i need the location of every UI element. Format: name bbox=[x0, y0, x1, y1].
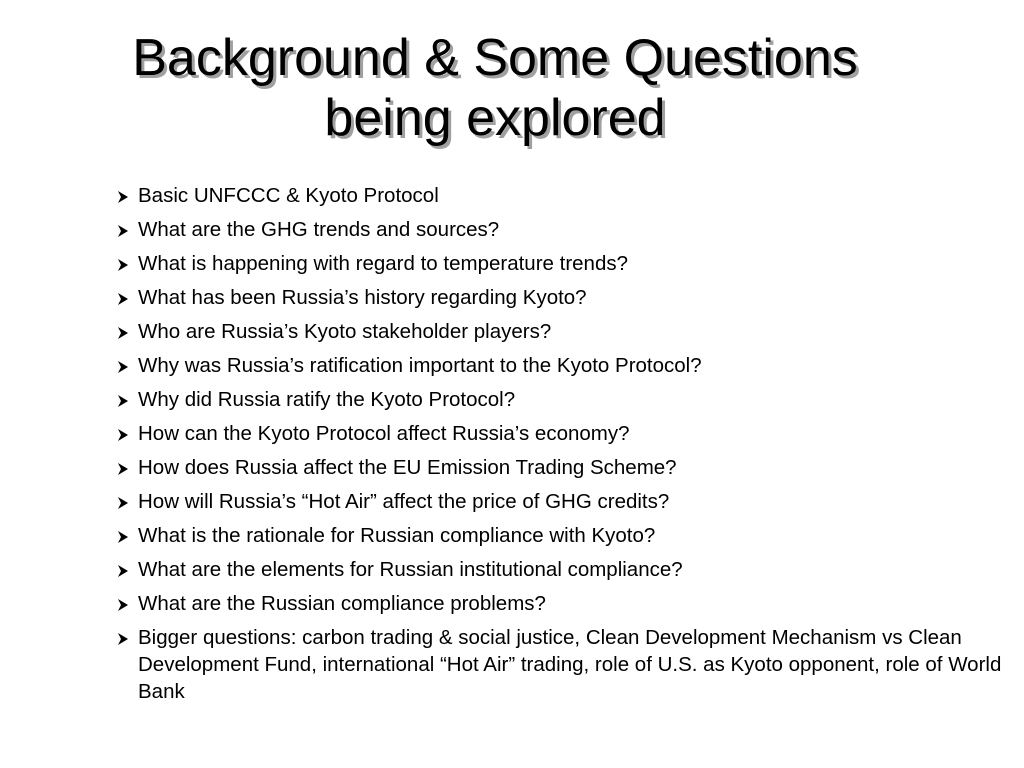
bullet-text: What is the rationale for Russian compliance with Kyoto? bbox=[138, 524, 656, 547]
arrowhead-bullet-icon bbox=[116, 258, 130, 272]
bullet-text: What is happening with regard to temperature trends? bbox=[138, 252, 628, 275]
arrowhead-bullet-icon bbox=[116, 496, 130, 510]
bullet-item bbox=[116, 488, 1016, 516]
bullet-text: How will Russia’s “Hot Air” affect the price of GHG credits? bbox=[138, 490, 670, 513]
bullet-item bbox=[116, 318, 1016, 346]
arrowhead-bullet-icon bbox=[116, 462, 130, 476]
arrowhead-bullet-icon bbox=[116, 632, 130, 646]
bullet-item bbox=[116, 216, 1016, 244]
bullet-text: How can the Kyoto Protocol affect Russia’s economy? bbox=[138, 422, 630, 445]
bullet-item bbox=[116, 386, 1016, 414]
bullet-text: Why did Russia ratify the Kyoto Protocol? bbox=[138, 388, 516, 411]
bullet-item bbox=[116, 182, 1016, 210]
bullet-text: Why was Russia’s ratification important to the Kyoto Protocol? bbox=[138, 354, 702, 377]
bullet-text: What are the elements for Russian institutional compliance? bbox=[138, 558, 683, 581]
bullet-text: Basic UNFCCC & Kyoto Protocol bbox=[138, 184, 439, 207]
bullet-item bbox=[116, 420, 1016, 448]
slide-title-line-2: being explored bbox=[324, 89, 666, 147]
bullet-item bbox=[116, 522, 1016, 550]
bullet-item bbox=[116, 624, 1016, 705]
arrowhead-bullet-icon bbox=[116, 326, 130, 340]
slide-title bbox=[0, 28, 990, 148]
slide-title-line-1: Background & Some Questions bbox=[132, 29, 858, 87]
bullet-text: What are the GHG trends and sources? bbox=[138, 218, 500, 241]
arrowhead-bullet-icon bbox=[116, 360, 130, 374]
arrowhead-bullet-icon bbox=[116, 564, 130, 578]
arrowhead-bullet-icon bbox=[116, 224, 130, 238]
bullet-text: What has been Russia’s history regarding Kyoto? bbox=[138, 286, 587, 309]
bullet-text: Bigger questions: carbon trading & social justice, Clean Development Mechanism vs Clean Development Fund, international “Hot Air” trading, role of U.S. as Kyoto opponent, role of World Bank bbox=[138, 626, 1002, 703]
arrowhead-bullet-icon bbox=[116, 190, 130, 204]
bullet-text: How does Russia affect the EU Emission Trading Scheme? bbox=[138, 456, 677, 479]
bullet-item bbox=[116, 454, 1016, 482]
arrowhead-bullet-icon bbox=[116, 292, 130, 306]
bullet-item bbox=[116, 556, 1016, 584]
bullet-text: What are the Russian compliance problems? bbox=[138, 592, 546, 615]
arrowhead-bullet-icon bbox=[116, 598, 130, 612]
arrowhead-bullet-icon bbox=[116, 428, 130, 442]
bullet-item bbox=[116, 250, 1016, 278]
bullet-item bbox=[116, 352, 1016, 380]
bullet-item bbox=[116, 284, 1016, 312]
bullet-list bbox=[116, 182, 1016, 711]
arrowhead-bullet-icon bbox=[116, 394, 130, 408]
arrowhead-bullet-icon bbox=[116, 530, 130, 544]
bullet-text: Who are Russia’s Kyoto stakeholder players? bbox=[138, 320, 552, 343]
bullet-item bbox=[116, 590, 1016, 618]
